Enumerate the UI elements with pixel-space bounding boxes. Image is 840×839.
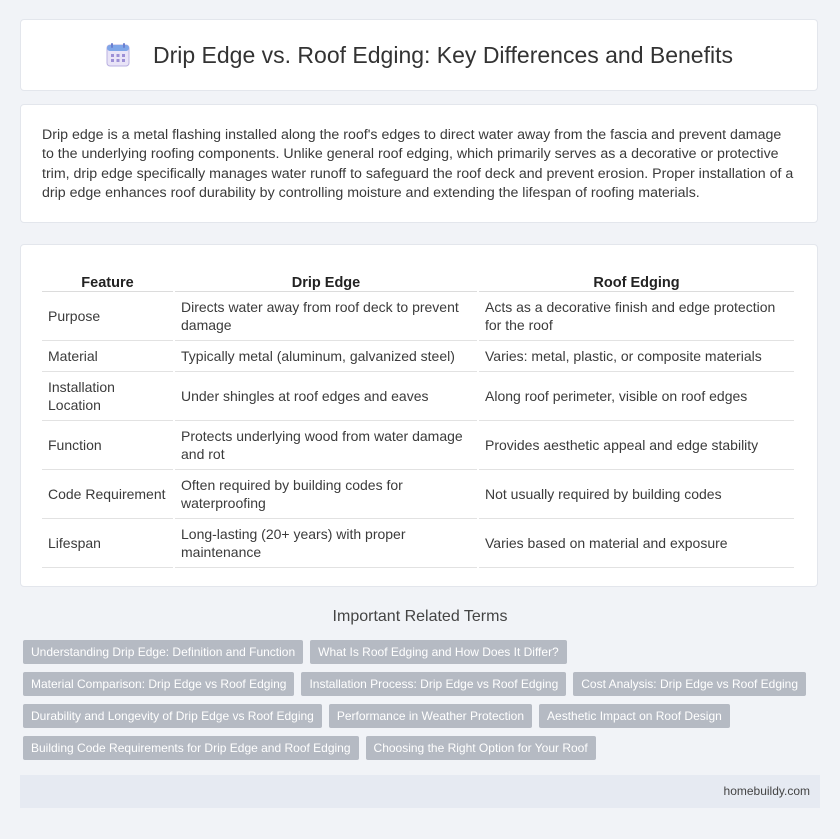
row-drip-edge: Long-lasting (20+ years) with proper maintenance <box>175 519 477 568</box>
row-feature: Lifespan <box>42 519 173 568</box>
row-drip-edge: Directs water away from roof deck to prevent damage <box>175 292 477 341</box>
related-terms-title: Important Related Terms <box>332 608 508 625</box>
row-roof-edging: Along roof perimeter, visible on roof edges <box>479 372 794 421</box>
page-header <box>20 19 818 91</box>
row-roof-edging: Varies: metal, plastic, or composite materials <box>479 341 794 372</box>
row-drip-edge: Protects underlying wood from water damage and rot <box>175 421 477 470</box>
related-term-tag[interactable]: Installation Process: Drip Edge vs Roof Edging <box>301 672 566 696</box>
row-roof-edging: Not usually required by building codes <box>479 470 794 519</box>
table-row <box>42 421 794 470</box>
row-feature: Code Requirement <box>42 470 173 519</box>
intro-section <box>20 104 818 223</box>
row-roof-edging: Provides aesthetic appeal and edge stability <box>479 421 794 470</box>
related-term-tag[interactable]: Understanding Drip Edge: Definition and Function <box>23 640 303 664</box>
table-row <box>42 341 794 372</box>
row-feature: Function <box>42 421 173 470</box>
table-row <box>42 292 794 341</box>
related-term-tag[interactable]: Aesthetic Impact on Roof Design <box>539 704 730 728</box>
header-drip-edge: Drip Edge <box>175 265 477 292</box>
header-roof-edging: Roof Edging <box>479 265 794 292</box>
footer-site-link[interactable]: homebuildy.com <box>723 784 810 798</box>
related-term-tag[interactable]: Performance in Weather Protection <box>329 704 532 728</box>
row-feature: Installation Location <box>42 372 173 421</box>
header-feature: Feature <box>42 265 173 292</box>
table-header-row <box>42 265 794 292</box>
related-term-tag[interactable]: Durability and Longevity of Drip Edge vs Roof Edging <box>23 704 322 728</box>
table-row <box>42 470 794 519</box>
related-term-tag[interactable]: Building Code Requirements for Drip Edge and Roof Edging <box>23 736 359 760</box>
related-term-tag[interactable]: What Is Roof Edging and How Does It Differ? <box>310 640 567 664</box>
row-roof-edging: Varies based on material and exposure <box>479 519 794 568</box>
related-term-tag[interactable]: Cost Analysis: Drip Edge vs Roof Edging <box>573 672 806 696</box>
row-drip-edge: Typically metal (aluminum, galvanized steel) <box>175 341 477 372</box>
row-roof-edging: Acts as a decorative finish and edge protection for the roof <box>479 292 794 341</box>
related-terms-list <box>23 640 813 768</box>
row-drip-edge: Often required by building codes for waterproofing <box>175 470 477 519</box>
related-term-tag[interactable]: Choosing the Right Option for Your Roof <box>366 736 596 760</box>
comparison-table <box>40 265 796 568</box>
table-row <box>42 372 794 421</box>
calendar-icon <box>105 42 131 68</box>
footer <box>20 775 820 808</box>
row-feature: Purpose <box>42 292 173 341</box>
row-drip-edge: Under shingles at roof edges and eaves <box>175 372 477 421</box>
table-row <box>42 519 794 568</box>
comparison-section <box>20 244 818 587</box>
intro-text: Drip edge is a metal flashing installed along the roof's edges to direct water away from the fascia and prevent damage to the underlying roofing components. Unlike general roof edging, which primarily serves as a decorative or protective trim, drip edge specifically manages water runoff to safeguard the roof deck and prevent erosion. Proper installation of a drip edge enhances roof durability by controlling moisture and extending the lifespan of roofing materials. <box>42 127 794 202</box>
related-term-tag[interactable]: Material Comparison: Drip Edge vs Roof Edging <box>23 672 294 696</box>
page-title: Drip Edge vs. Roof Edging: Key Differences and Benefits <box>152 41 733 68</box>
row-feature: Material <box>42 341 173 372</box>
